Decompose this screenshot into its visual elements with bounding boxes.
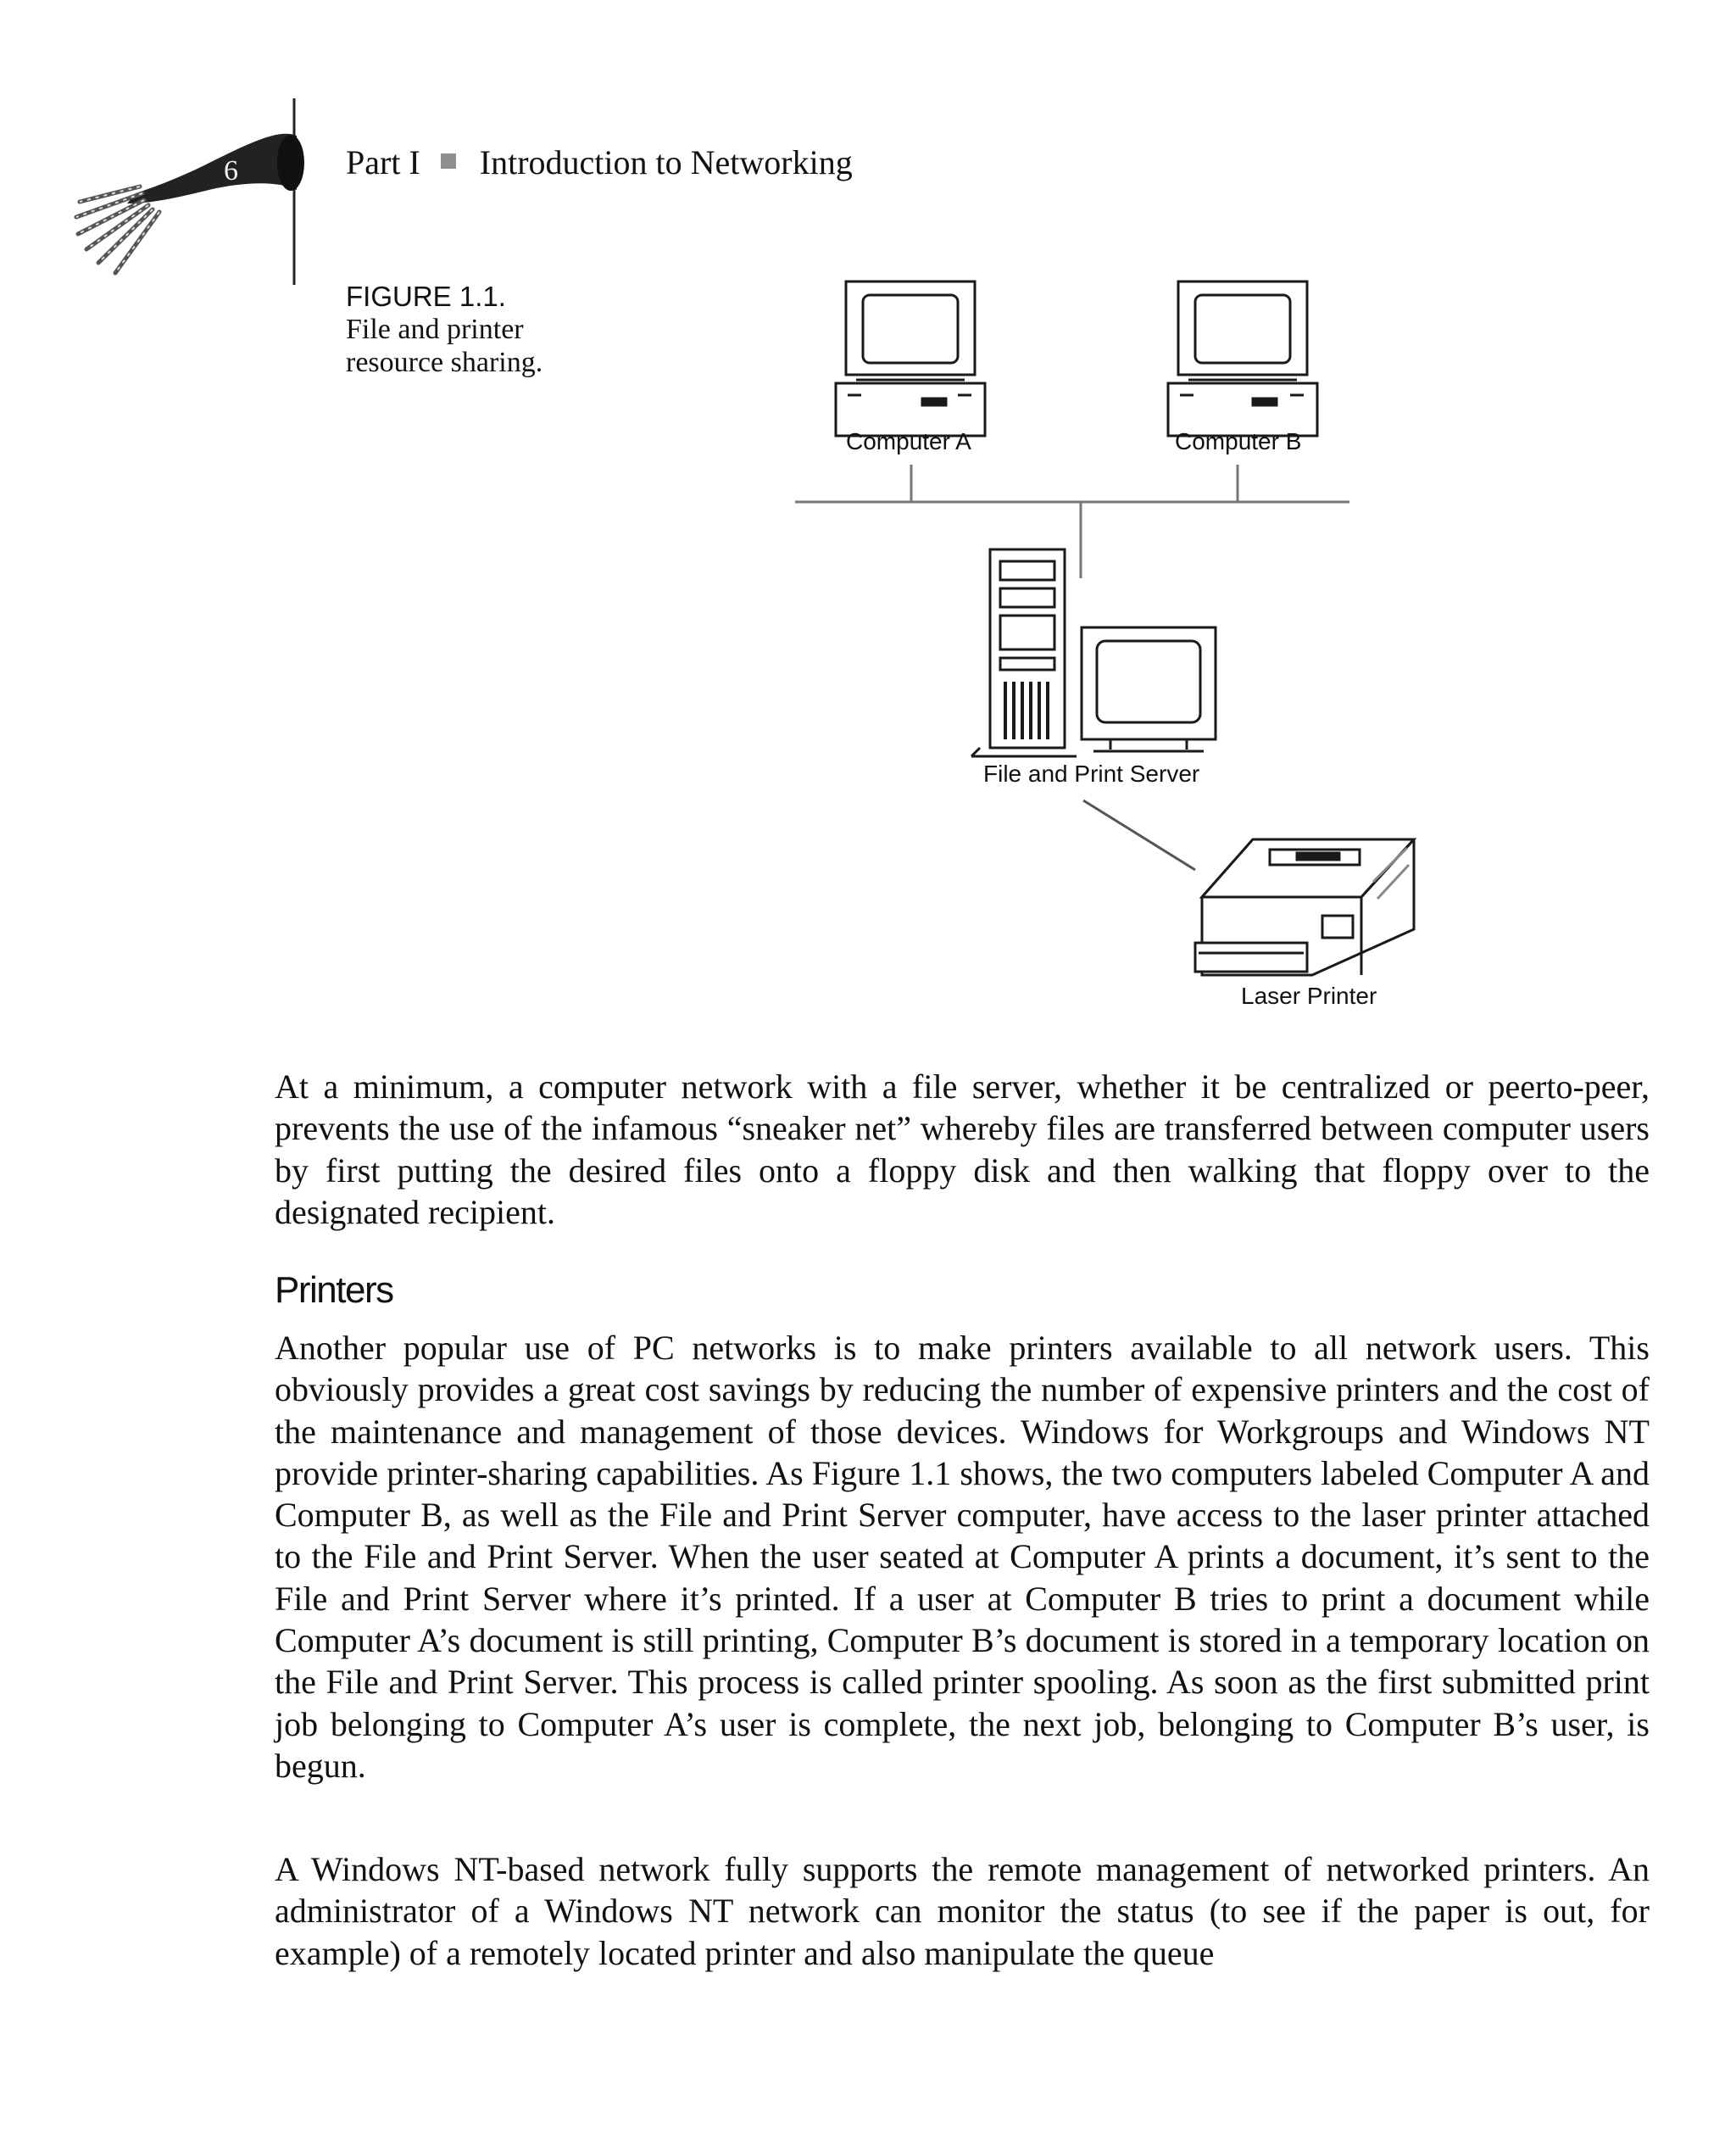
computer-b-label: Computer B <box>1175 428 1302 454</box>
printers-paragraph: Another popular use of PC networks is to make printers available to all network users. This obviously provides a great cost savings by reducing the number of expensive printers and the cost of the maintenance and management of those devices. Windows for Workgroups and Windows NT provide printer-sharing capabilities. As Figure 1.1 shows, the two computers labeled Computer A and Computer B, as well as the File and Print Server computer, have access to the laser printer attached to the File and Print Server. When the user seated at Computer A prints a document, it’s sent to the File and Print Server where it’s printed. If a user at Computer B tries to print a document while Computer A’s document is still printing, Computer B’s document is stored in a temporary location on the File and Print Server. This process is called printer spooling. As soon as the first submitted print job belonging to Computer A’s user is complete, the next job, belonging to Computer B’s user, is begun. <box>275 1329 1650 1785</box>
page-number: 6 <box>224 155 238 187</box>
computer-a-label: Computer A <box>846 428 971 454</box>
section-heading: Printers <box>275 1269 393 1311</box>
server-label: File and Print Server <box>983 761 1200 787</box>
network-diagram <box>0 0 1736 1043</box>
figure-label: FIGURE 1.1. <box>346 281 506 312</box>
printer-label: Laser Printer <box>1241 983 1377 1009</box>
computer-b-icon <box>1168 281 1317 436</box>
header-title: Introduction to Networking <box>479 143 853 181</box>
figure-caption-line: File and printer <box>346 314 524 345</box>
remote-management-paragraph: A Windows NT-based network fully supports the remote management of networked printers. An administrator of a Windows NT network can monitor the status (to see if the paper is out, for example) of a remotely located printer and also manipulate the queue <box>275 1850 1650 1972</box>
server-monitor-icon <box>1082 627 1216 751</box>
header-part: Part I <box>346 143 420 181</box>
network-bus-line <box>795 465 1349 578</box>
server-tower-icon <box>971 549 1077 756</box>
figure-caption-line: resource sharing. <box>346 347 543 378</box>
printer-link-line <box>1083 800 1195 870</box>
computer-a-icon <box>836 281 985 436</box>
intro-paragraph: At a minimum, a computer network with a file server, whether it be centralized or peerto-peer, prevents the use of the infamous “sneaker net” whereby files are transferred between computer users by first putting the desired files onto a floppy disk and then walking that floppy over to the designated recipient. <box>275 1067 1650 1231</box>
laser-printer-icon <box>1195 839 1414 975</box>
